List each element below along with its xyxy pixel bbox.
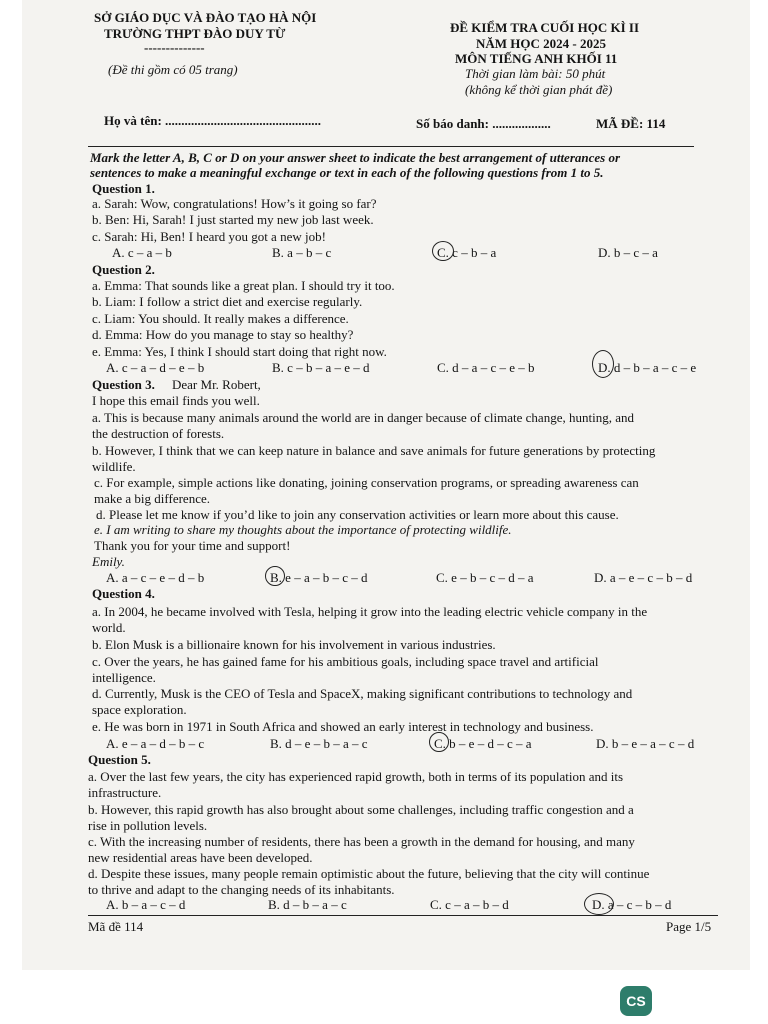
q1-line-b: b. Ben: Hi, Sarah! I just started my new job last week. [92,212,374,227]
answer-circle-q1 [432,241,454,261]
q2-line-b: b. Liam: I follow a strict diet and exercise regularly. [92,294,363,309]
school-year: NĂM HỌC 2024 - 2025 [476,36,606,51]
header-dashes: -------------- [144,40,205,55]
question-5-title: Question 5. [88,752,151,767]
question-1-title: Question 1. [92,181,155,196]
page-number: Page 1/5 [666,919,712,934]
q3-line-7: make a big difference. [94,491,210,506]
student-id-field: Số báo danh: .................. [416,116,551,131]
q4-line-5: intelligence. [92,670,156,685]
footer-exam-code: Mã đề 114 [88,919,144,934]
q4-line-7: space exploration. [92,702,187,717]
q3-line-5: wildlife. [92,459,136,474]
q3-line-3: the destruction of forests. [92,426,225,441]
q3-option-a: A. a – c – e – d – b [106,570,205,585]
q4-line-6: d. Currently, Musk is the CEO of Tesla and SpaceX, making significant contributions to technology and [92,686,633,701]
q4-line-3: b. Elon Musk is a billionaire known for his involvement in various industries. [92,637,496,652]
q2-line-e: e. Emma: Yes, I think I should start doing that right now. [92,344,387,359]
q4-line-2: world. [92,620,126,635]
q3-option-d: D. a – e – c – b – d [594,570,693,585]
q4-option-d: D. b – e – a – c – d [596,736,695,751]
q5-line-8: to thrive and adapt to the changing needs of its inhabitants. [88,882,395,897]
q3-line-10: Thank you for your time and support! [94,538,291,553]
answer-circle-q4 [429,732,449,752]
time-note: (không kể thời gian phát đề) [465,82,613,97]
q3-line-9: e. I am writing to share my thoughts about the importance of protecting wildlife. [94,522,512,537]
q2-line-d: d. Emma: How do you manage to stay so healthy? [92,327,354,342]
q1-option-b: B. a – b – c [272,245,332,260]
q1-option-d: D. b – c – a [598,245,658,260]
answer-circle-q5 [584,893,614,915]
q3-greeting: Dear Mr. Robert, [172,377,261,392]
q4-option-c: C. b – e – d – c – a [434,736,532,751]
instruction-line-2: sentences to make a meaningful exchange or text in each of the following questions from 1 to 5. [90,165,604,180]
q2-option-a: A. c – a – d – e – b [106,360,205,375]
time-limit: Thời gian làm bài: 50 phút [465,66,606,81]
q5-option-b: B. d – b – a – c [268,897,347,912]
header-divider [88,146,694,147]
exam-title: ĐỀ KIỂM TRA CUỐI HỌC KÌ II [450,20,640,35]
subject: MÔN TIẾNG ANH KHỐI 11 [455,51,618,66]
pages-note: (Đề thi gồm có 05 trang) [108,62,238,77]
q5-line-7: d. Despite these issues, many people remain optimistic about the future, believing that the city will continue [88,866,650,881]
q3-signature: Emily. [92,554,125,569]
q5-line-3: b. However, this rapid growth has also brought about some challenges, including traffic congestion and a [88,802,634,817]
q4-option-b: B. d – e – b – a – c [270,736,368,751]
q4-line-8: e. He was born in 1971 in South Africa and showed an early interest in technology and business. [92,719,594,734]
q3-line-4: b. However, I think that we can keep nature in balance and save animals for future generations by protecting [92,443,656,458]
q4-line-1: a. In 2004, he became involved with Tesla, helping it grow into the leading electric vehicle company in the [92,604,648,619]
q3-option-b: B. e – a – b – c – d [270,570,368,585]
question-4-title: Question 4. [92,586,155,601]
q2-option-d: D. d – b – a – c – e [598,360,697,375]
q4-option-a: A. e – a – d – b – c [106,736,205,751]
answer-circle-q2 [592,350,614,378]
q5-line-2: infrastructure. [88,785,162,800]
q5-option-c: C. c – a – b – d [430,897,509,912]
q1-option-c: C. c – b – a [437,245,497,260]
q5-line-4: rise in pollution levels. [88,818,208,833]
department-name: SỞ GIÁO DỤC VÀ ĐÀO TẠO HÀ NỘI [94,10,317,25]
q1-line-a: a. Sarah: Wow, congratulations! How’s it going so far? [92,196,377,211]
question-3-title: Question 3. [92,377,155,392]
q4-line-4: c. Over the years, he has gained fame for his ambitious goals, including space travel and artificial [92,654,599,669]
q3-option-c: C. e – b – c – d – a [436,570,534,585]
q5-option-a: A. b – a – c – d [106,897,186,912]
q3-line-2: a. This is because many animals around the world are in danger because of climate change, hunting, and [92,410,634,425]
q1-option-a: A. c – a – b [112,245,172,260]
q3-line-1: I hope this email finds you well. [92,393,260,408]
q5-line-5: c. With the increasing number of residents, there has been a growth in the demand for housing, and many [88,834,635,849]
q2-line-c: c. Liam: You should. It really makes a difference. [92,311,349,326]
question-2-title: Question 2. [92,262,155,277]
q2-line-a: a. Emma: That sounds like a great plan. I should try it too. [92,278,395,293]
exam-code: MÃ ĐỀ: 114 [596,116,666,131]
q5-option-d: D. a – c – b – d [592,897,672,912]
q1-line-c: c. Sarah: Hi, Ben! I heard you got a new job! [92,229,326,244]
q3-line-6: c. For example, simple actions like donating, joining conservation programs, or spreading awareness can [94,475,639,490]
student-name-field: Họ và tên: ................................................ [104,113,322,128]
school-name: TRƯỜNG THPT ĐÀO DUY TỪ [104,26,286,41]
q2-option-b: B. c – b – a – e – d [272,360,370,375]
footer-divider [88,915,718,916]
camscanner-logo: CS [620,986,652,1016]
q5-line-1: a. Over the last few years, the city has experienced rapid growth, both in terms of its population and its [88,769,624,784]
q2-option-c: C. d – a – c – e – b [437,360,535,375]
answer-circle-q3 [265,566,285,586]
instruction-line-1: Mark the letter A, B, C or D on your answer sheet to indicate the best arrangement of utterances or [90,150,621,165]
q3-line-8: d. Please let me know if you’d like to join any conservation activities or learn more about this cause. [96,507,619,522]
q5-line-6: new residential areas have been developed. [88,850,313,865]
